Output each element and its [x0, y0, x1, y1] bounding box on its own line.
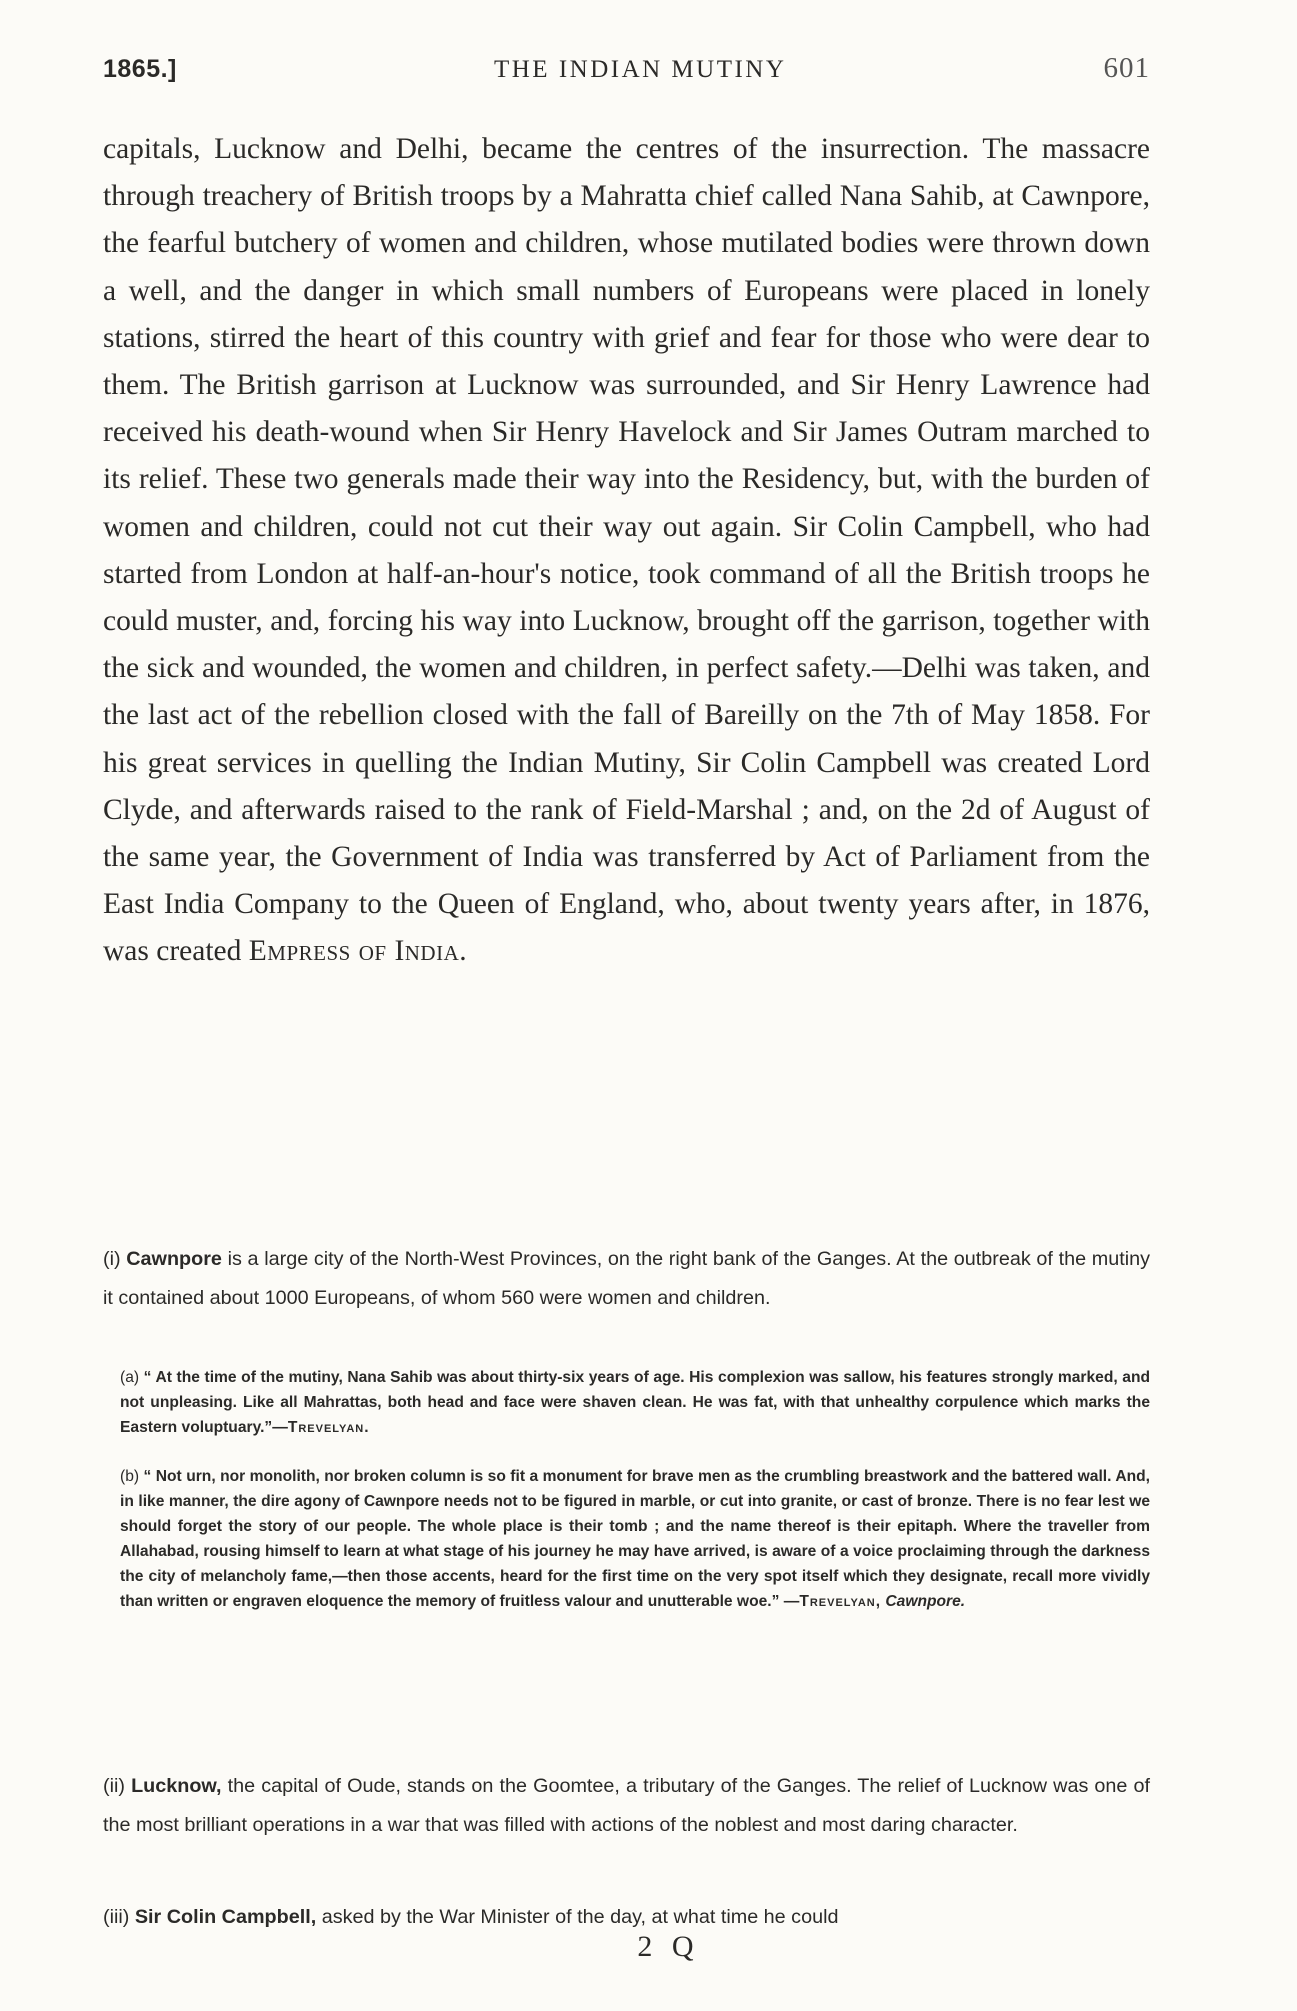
- footnote-ii-label: (ii): [103, 1775, 125, 1797]
- footnote-i-term: Cawnpore: [126, 1248, 222, 1270]
- footnote-ii-term: Lucknow,: [131, 1775, 222, 1797]
- header-year: 1865.]: [103, 55, 177, 83]
- subnote-b-text: “ Not urn, nor monolith, nor broken column is so fit a monument for brave men as the crumbling breastwork and the battered wall. And, in like manner, the dire agony of Cawnpore needs not to be figured in marble, or cut into granite, or cast of bronze. There is no fear lest we should forget the story of our people. The whole place is their tomb ; and the name thereof is their epitaph. Where the traveller from Allahabad, rousing himself to learn at what stage of his journey he may have arrived, is aware of a voice proclaiming through the darkness the city of melancholy fame,—then those accents, heard for the first time on the very spot itself which they designate, recall more vividly than written or engraven eloquence the memory of fruitless valour and unutterable woe.” —: [120, 1468, 1150, 1610]
- running-header: [103, 52, 1150, 96]
- subnote-a-attribution: Trevelyan.: [287, 1418, 370, 1436]
- footnote-i-label: (i): [103, 1248, 121, 1270]
- footnote-ii: [103, 1767, 1150, 1844]
- page-number: 601: [1103, 52, 1150, 84]
- footnote-iii-term: Sir Colin Campbell,: [134, 1906, 317, 1928]
- subnote-a: [120, 1366, 1150, 1441]
- subnote-a-label: (a): [120, 1369, 140, 1386]
- main-text: capitals, Lucknow and Delhi, became the centres of the insurrection. The massacre through treachery of British troops by a Mahratta chief called Nana Sahib, at Cawnpore, the fearful butchery of women and children, whose mutilated bodies were thrown down a well, and the danger in which small numbers of Europeans were placed in lonely stations, stirred the heart of this country with grief and fear for those who were dear to them. The British garrison at Lucknow was surrounded, and Sir Henry Lawrence had received his death-wound when Sir Henry Havelock and Sir James Outram marched to its relief. These two generals made their way into the Residency, but, with the burden of women and children, could not cut their way out again. Sir Colin Campbell, who had started from London at half-an-hour's notice, took command of all the British troops he could muster, and, forcing his way into Lucknow, brought off the garrison, together with the sick and wounded, the women and children, in perfect safety.—Delhi was taken, and the last act of the rebellion closed with the fall of Bareilly on the 7th of May 1858. For his great services in quelling the Indian Mutiny, Sir Colin Campbell was created Lord Clyde, and afterwards raised to the rank of Field-Marshal ; and, on the 2d of August of the same year, the Government of India was transferred by Act of Parliament from the East India Company to the Queen of England, who, about twenty years after, in 1876, was created: [103, 133, 1150, 968]
- footnote-iii-text: asked by the War Minister of the day, at what time he could: [321, 1906, 839, 1928]
- closing-phrase: Empress of India.: [248, 935, 468, 968]
- subnote-b-source: Cawnpore.: [885, 1592, 966, 1610]
- footnote-ii-text: the capital of Oude, stands on the Goomtee, a tributary of the Ganges. The relief of Lucknow was one of the most brilliant operations in a war that was filled with actions of the noblest and most daring character.: [103, 1775, 1151, 1836]
- subnote-a-text: “ At the time of the mutiny, Nana Sahib was about thirty-six years of age. His complexion was sallow, his features strongly marked, and not unpleasing. Like all Mahrattas, both head and face were shaven clean. He was fat, with that unhealthy corpulence which marks the Eastern voluptuary.”—: [120, 1369, 1150, 1436]
- subnote-b-label: (b): [120, 1468, 140, 1485]
- signature-mark: 2 Q: [637, 1930, 700, 1963]
- footnote-i: [103, 1240, 1150, 1317]
- footnote-iii-label: (iii): [103, 1906, 130, 1928]
- subnote-b: [120, 1465, 1150, 1614]
- footnote-i-text: is a large city of the North-West Provinces, on the right bank of the Ganges. At the outbreak of the mutiny it contained about 1000 Europeans, of whom 560 were women and children.: [103, 1248, 1151, 1309]
- main-paragraph: [103, 126, 1150, 976]
- subnote-b-attribution: Trevelyan,: [799, 1592, 882, 1610]
- header-title: THE INDIAN MUTINY: [493, 56, 787, 83]
